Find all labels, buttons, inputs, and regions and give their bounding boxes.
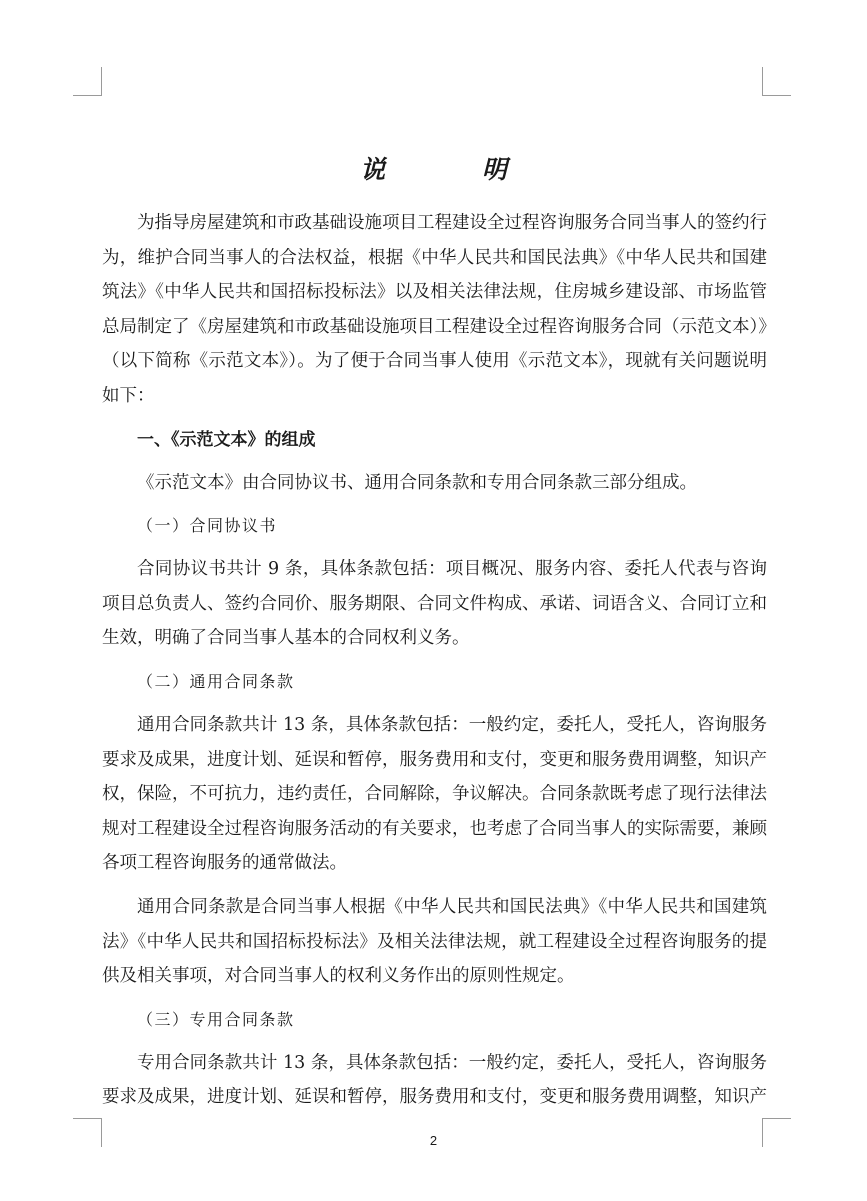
page-number: 2: [429, 1133, 438, 1148]
agreement-paragraph: 合同协议书共计 9 条，具体条款包括：项目概况、服务内容、委托人代表与咨询项目总负责人、签约合同价、服务期限、合同文件构成、承诺、词语含义、合同订立和生效，明确了合同当事人基本的合同权利义务。: [102, 559, 767, 649]
crop-mark-top-left: [73, 67, 102, 96]
subheading-special-terms: （三）专用合同条款: [137, 1009, 295, 1029]
general-terms-paragraph-1: 通用合同条款共计 13 条，具体条款包括：一般约定，委托人，受托人，咨询服务要求及成果，进度计划、延误和暂停，服务费用和支付，变更和服务费用调整，知识产权，保险，不可抗力，违约责任，合同解除，争议解决。合同条款既考虑了现行法律法规对工程建设全过程咨询服务活动的有关要求，也考虑了合同当事人的实际需要，兼顾各项工程咨询服务的通常做法。: [102, 714, 767, 874]
intro-paragraph: 为指导房屋建筑和市政基础设施项目工程建设全过程咨询服务合同当事人的签约行为，维护合同当事人的合法权益，根据《中华人民共和国民法典》《中华人民共和国建筑法》《中华人民共和国招标投标法》以及相关法律法规，住房城乡建设部、市场监管总局制定了《房屋建筑和市政基础设施项目工程建设全过程咨询服务合同（示范文本）》（以下简称《示范文本》）。为了便于合同当事人使用《示范文本》，现就有关问题说明如下：: [102, 213, 767, 406]
section-body-composition: 《示范文本》由合同协议书、通用合同条款和专用合同条款三部分组成。: [137, 472, 697, 493]
special-terms-paragraph: 专用合同条款共计 13 条，具体条款包括：一般约定，委托人，受托人，咨询服务要求及成果，进度计划、延误和暂停，服务费用和支付，变更和服务费用调整，知识产: [102, 1052, 767, 1108]
subheading-general-terms: （二）通用合同条款: [137, 671, 295, 691]
page-title: 说 明: [360, 155, 551, 184]
general-terms-paragraph-2: 通用合同条款是合同当事人根据《中华人民共和国民法典》《中华人民共和国建筑法》《中华人民共和国招标投标法》及相关法律法规，就工程建设全过程咨询服务的提供及相关事项，对合同当事人的权利义务作出的原则性规定。: [102, 896, 767, 987]
document-body: [102, 206, 767, 1124]
section-heading-composition: 一、《示范文本》的组成: [137, 429, 316, 450]
subheading-agreement: （一）合同协议书: [137, 516, 278, 536]
crop-mark-top-right: [762, 67, 791, 96]
